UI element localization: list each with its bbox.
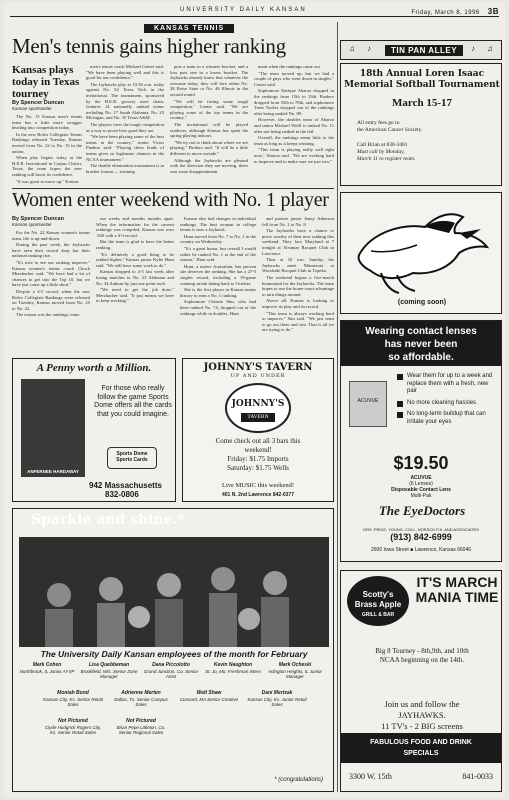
employees-caption: The University Daily Kansan employees of the month for February bbox=[40, 649, 308, 659]
paragraph: Kansas also had changes in individual rankings. The best woman in college tennis is now a Jayhawk. bbox=[180, 216, 256, 233]
music-note-icon: ♫ bbox=[349, 44, 355, 53]
story2-column-2 bbox=[96, 216, 174, 352]
logo-text: Scotty's bbox=[362, 590, 394, 599]
paragraph: The Jayhawks play at 10:30 a.m. today against No. 54 Texas Tech in the invitational. The tournament, sponsored by the H.E.B. grocery store chain, features 14 nationally ranked teams including No. 17 South Alabama, No. 25 Michigan, and No. 35 Texas A&M. bbox=[86, 81, 164, 121]
brass-phone: 841-0033 bbox=[462, 772, 493, 781]
paragraph: men's tennis coach Michael Center said. "We have been playing well and this is good for our confidence." bbox=[86, 64, 164, 81]
follow-line: Join us and follow the bbox=[384, 699, 460, 709]
byline-block bbox=[12, 100, 82, 111]
coming-soon-label: (coming soon) bbox=[397, 299, 447, 306]
employee-info: Grand Junction, Co. Senior Artist bbox=[143, 668, 199, 679]
byline: By Spencer Duncan bbox=[12, 100, 64, 106]
story2-column-3 bbox=[180, 216, 256, 352]
subhead-mens-tennis: Kansas plays today in Texas tourney bbox=[12, 64, 80, 100]
johnnys-promo bbox=[183, 437, 333, 455]
player-card-name: ANFERNEE HARDAWAY bbox=[27, 469, 79, 474]
paragraph: When play begins today at the H.E.B. Invitational in Corpus Christi, Texas, the team hopes the new ranking will boost its confidence. bbox=[12, 155, 82, 177]
employee-name: Mark Cohen bbox=[32, 662, 62, 668]
schedule-line: Big 8 Tourney - 8th,9th, and 10th bbox=[375, 647, 469, 655]
paragraph: ment when the rankings came out. bbox=[258, 64, 322, 69]
paragraph: "We try not to think about where we are playing," Pindero said. "It will be a little different to move outside." bbox=[170, 139, 248, 156]
brass-address: 3300 W. 15th bbox=[349, 772, 392, 781]
employee-name: Dani Mertzak bbox=[261, 690, 293, 696]
paragraph: However, the doubles team of Abaroa and senior Michael Wolff is ranked No. 11 after not being ranked in the fall. bbox=[254, 117, 334, 134]
special-line: Friday: $1.75 Imports bbox=[227, 455, 289, 463]
softball-body bbox=[357, 120, 497, 163]
employee-credit bbox=[247, 691, 307, 708]
logo-text: Sports Cards bbox=[116, 457, 148, 463]
logo-text: TAVERN bbox=[241, 413, 275, 422]
story1-column-4 bbox=[254, 64, 334, 186]
paragraph: Above all, Kansas is looking to improve its play and its record. bbox=[262, 298, 334, 309]
music-note-icon: ♪ bbox=[471, 44, 475, 53]
employee-name: Not Pictured bbox=[126, 718, 156, 724]
paragraph: Although the Jayhawks are pleased with the direction they are moving, there was some disappointment bbox=[170, 157, 248, 174]
newspaper-page bbox=[4, 2, 505, 798]
special-line: Saturday: $1.75 Wells bbox=[227, 463, 289, 472]
sports-dome-phone: 832-0806 bbox=[105, 490, 139, 499]
sports-dome-logo bbox=[107, 447, 157, 469]
follow-line: 11 TV's - 2 BIG screens bbox=[381, 721, 463, 731]
byline-block bbox=[12, 216, 82, 227]
strip-line: FABULOUS FOOD AND DRINK bbox=[370, 739, 472, 746]
paragraph: "It's a great honor, but overall I would rather be ranked No. 1 at the end of the season," Hunt said. bbox=[180, 245, 256, 263]
paragraph: Despite a 4-5 record, when the new Rolex Collegiate Rankings were released on Tuesday, Kansas moved from No. 25 to No. 22. bbox=[12, 288, 90, 311]
lens-price: $19.50 bbox=[393, 453, 449, 473]
story1-column-2 bbox=[86, 64, 164, 186]
paragraph: "We have been playing some of the best teams in the country," senior Victor Pindero said. "Playing these kinds of teams gives us legitimate chances in the NCAA tournament." bbox=[86, 134, 164, 162]
music-note-icon: ♫ bbox=[487, 44, 493, 53]
eyedoctors-contact-lens-ad bbox=[340, 320, 502, 562]
promo-line: Come check out all 3 bars this bbox=[215, 437, 301, 445]
paragraph: "We will be facing some tough competition," Center said. "We are playing some of the top teams in the country." bbox=[170, 98, 248, 121]
johnnys-subtitle: UP AND UNDER bbox=[230, 373, 286, 379]
softball-title-line: Memorial Softball Tournament bbox=[344, 80, 500, 90]
employee-credit bbox=[179, 691, 239, 702]
folio-bar bbox=[10, 5, 499, 17]
paragraph: "It was great to move up," Kansas bbox=[16, 178, 79, 184]
lens-headline bbox=[341, 321, 501, 366]
employee-credit bbox=[141, 663, 201, 680]
employee-credit bbox=[111, 691, 171, 708]
employee-credit bbox=[43, 719, 103, 736]
issue-date: Friday, March 8, 1996 bbox=[411, 10, 480, 16]
softball-tournament-ad bbox=[340, 63, 502, 186]
benefit-item: No long-term buildup that can irritate your eyes bbox=[397, 411, 497, 426]
brass-schedule bbox=[345, 647, 499, 665]
employee-name: Moniah Bond bbox=[57, 690, 89, 696]
employee-info: Arlington Heights, IL Junior Manager bbox=[268, 668, 322, 679]
tin-pan-alley-title: TIN PAN ALLEY bbox=[385, 45, 463, 56]
congratulations-note: * (congratulations) bbox=[274, 777, 323, 783]
eyedoctors-address: 2600 Iowa Street ■ Lawrence, Kansas 66046 bbox=[370, 547, 472, 553]
johnnys-music: Live MUSIC this weekend! bbox=[221, 482, 295, 489]
johnnys-logo bbox=[225, 383, 291, 433]
employee-info: Northbrook, IL Junior AYVP bbox=[19, 668, 75, 674]
paragraph: out weeks and months months apart. When the information for the current rankings was compiled, Kansas was over .500 with a 4-3 record. bbox=[96, 216, 174, 238]
byline-role: Kansan sportswriter bbox=[12, 222, 52, 227]
jayhawk-mascot-illustration bbox=[341, 193, 501, 297]
headline-womens-tennis: Women enter weekend with No. 1 player bbox=[12, 189, 329, 211]
schedule-line: NCAA beginning on the 14th. bbox=[379, 656, 465, 664]
penny-title: A Penny worth a Million. bbox=[36, 362, 152, 374]
story2-column-4 bbox=[262, 216, 334, 352]
strip-line: SPECIALS bbox=[403, 750, 439, 757]
acuvue-box-image: ACUVUE bbox=[349, 381, 387, 427]
employee-credit bbox=[111, 719, 171, 736]
benefit-item: No more cleaning hassles bbox=[397, 400, 497, 408]
logo-text: GRILL & BAR bbox=[361, 612, 395, 618]
paragraph: Hunt moved from No. 7 to No. 1 in the country on Wednesday. bbox=[180, 233, 256, 245]
column-divider bbox=[337, 22, 338, 792]
johnnys-address: 401 N. 2nd Lawrence 842-0377 bbox=[222, 492, 294, 498]
headline-mens-tennis: Men's tennis gains higher ranking bbox=[12, 34, 286, 58]
brass-apple-logo bbox=[347, 576, 409, 626]
paragraph: "The team moved up, but we had a couple of guys who went down in singles," Center said. bbox=[254, 70, 334, 87]
paragraph: The reason was the rankings come bbox=[16, 312, 80, 318]
player-card-photo bbox=[21, 379, 85, 477]
march-mania-headline: IT'S MARCH MANIA TIME bbox=[415, 574, 499, 605]
price-count: (6 Lenses) bbox=[409, 481, 433, 487]
paragraph: puts a team in a winners bracket, and a loss puts one in a losers bracket. The Jayhawks already know that whatever the outcome today, they will face either No. 28 Boise State or No. 46 Illinois in the second round. bbox=[170, 64, 248, 97]
employee-credit bbox=[203, 663, 263, 674]
softball-line: the American Cancer Society. bbox=[357, 127, 423, 133]
logo-text: JOHNNY'S bbox=[231, 399, 285, 409]
paragraph: The players view the tough competition as a way to prove how good they are. bbox=[86, 121, 164, 133]
music-note-icon: ♪ bbox=[367, 44, 371, 53]
byline-role: Kansan sportswriter bbox=[12, 106, 52, 111]
sports-dome-address: 942 Massachusetts bbox=[89, 481, 162, 490]
folio-right bbox=[411, 7, 499, 16]
employee-credit bbox=[17, 663, 77, 674]
employee-info: St. Jo, Mo. Freshman Intern bbox=[205, 668, 261, 674]
employee-info: Concord, MA Senior Creative bbox=[179, 696, 239, 702]
employee-info: Brian Pepe Littleton, Co. Senior Regional Sales bbox=[116, 724, 166, 735]
promo-line: weekend! bbox=[244, 446, 272, 454]
price-pack: Multi-Pak bbox=[410, 493, 432, 499]
employee-name: Dana Piccolotto bbox=[152, 662, 190, 668]
brass-apple-ad bbox=[340, 570, 502, 792]
eyedoctors-phone: (913) 842-6999 bbox=[390, 532, 452, 542]
penny-text: For those who really follow the game Sports Dome offers all the cards that you could imagine. bbox=[94, 385, 172, 418]
paragraph: Kansas dropped to 4-5 last week after losing matches to No. 23 Alabama and No. 34 Auburn by just one point each. bbox=[96, 269, 174, 286]
johnnys-specials bbox=[183, 455, 333, 472]
johnnys-tavern-ad bbox=[182, 358, 334, 502]
employee-info: Kansas City, Ks. Junior Retail Sales bbox=[247, 696, 307, 707]
food-specials-strip bbox=[341, 733, 501, 763]
paragraph: "This team is playing really well right now," Abaroa said. "We are working hard to improve and to make sure we just win." bbox=[254, 147, 334, 164]
paragraph: The weekend begins a five-match homestand for the Jayhawks. The team hopes to use the home-court advantage to turn things around. bbox=[262, 274, 334, 297]
softball-deadline: Must call by Monday, bbox=[357, 149, 405, 155]
lens-headline-line: has never been bbox=[384, 339, 458, 350]
follow-line: JAYHAWKS. bbox=[398, 710, 446, 720]
paragraph: Sophomore Christie Sim, who had been ranked No. 74, dropped out of the rankings while in doubles, Hunt bbox=[180, 299, 256, 316]
paragraph: "It's definitely a good thing to be ranked higher," Kansas junior Kylie Hunt said. "We still have some work to do." bbox=[96, 251, 174, 268]
paragraph: In the new Rolex Collegiate Tennis Rankings released Tuesday, Kansas moved from No. 22 to No. 15 in the nation. bbox=[12, 131, 82, 154]
paragraph: The invitational will be played outdoors, although Kansas has spent the spring playing indoors. bbox=[170, 121, 248, 139]
paragraph: "We need to get the job done," Merzbacher said. "It just means we have to keep working." bbox=[96, 287, 174, 304]
byline: By Spencer Duncan bbox=[12, 216, 64, 222]
employee-info: Kansas City, Ks. Senior Retail Sales bbox=[43, 696, 103, 707]
logo-text: Brass Apple bbox=[354, 600, 402, 609]
staff-photo-silhouettes bbox=[19, 537, 329, 647]
paragraph: The No. 15 Kansas men's tennis team has a little more swagger heading into competition today. bbox=[12, 114, 82, 131]
softball-title-line: 18th Annual Loren Isaac bbox=[359, 69, 485, 79]
eyedoctors-doctors: DRS. PRICE, YOUNG, COLL, NORSCH P.A. AND ASSOCIATES bbox=[363, 527, 479, 532]
story2-column-1 bbox=[12, 230, 90, 352]
softball-contact: Call Brian at 838-3481 bbox=[357, 142, 408, 148]
employee-name: Lisa Quebbeman bbox=[88, 662, 130, 668]
employee-name: Adrienne Merten bbox=[121, 690, 161, 696]
lens-headline-line: so affordable. bbox=[388, 352, 454, 363]
lens-benefits-list bbox=[397, 373, 497, 430]
story1-column-1 bbox=[12, 114, 82, 186]
employee-name: Mark Ocheski bbox=[278, 662, 312, 668]
johnnys-title: JOHNNY'S TAVERN bbox=[203, 362, 313, 373]
benefit-item: Wear them for up to a week and replace them with a fresh, new pair bbox=[397, 373, 497, 396]
paragraph: "It's nice to see our ranking improve," Kansas women's tennis coach Chuck Merzbacher said. "We have had a lot of chances to get into the Top 10, but we have just come up a little short." bbox=[12, 259, 90, 288]
price-product: ACUVUE bbox=[410, 475, 432, 481]
employee-info: Clyde Hudgrick Rogers City, Ks. Senior Retail Sales bbox=[44, 724, 102, 735]
paragraph: Hunt, a native Australian, has proven she deserves the ranking. She has a 27-5 singles record, including a 19-game winning streak dating back to October. bbox=[180, 263, 256, 286]
employee-credit bbox=[43, 691, 103, 708]
employee-info: Dallas, Tx. Senior Campus Sales bbox=[114, 696, 168, 707]
page-number: 3B bbox=[487, 7, 499, 16]
sports-dome-ad bbox=[12, 358, 176, 502]
price-description: Disposable Contact Lens bbox=[391, 487, 451, 493]
softball-deadline: March 11 to register team. bbox=[357, 156, 416, 162]
paragraph: But the team is glad to have the better ranking. bbox=[96, 239, 174, 250]
employee-name: Not Pictured bbox=[58, 718, 88, 724]
employee-credit bbox=[79, 663, 139, 680]
softball-dates: March 15-17 bbox=[392, 97, 452, 109]
employee-name: Walt Shaw bbox=[196, 690, 222, 696]
paragraph: She is the first player in Kansas tennis history to earn a No. 1 ranking. bbox=[180, 287, 256, 298]
publication-name: UNIVERSITY DAILY KANSAN bbox=[180, 7, 307, 13]
eyedoctors-logo: The EyeDoctors bbox=[378, 503, 466, 518]
coming-soon-ad bbox=[340, 192, 502, 314]
paragraph: For the No. 22 Kansas women's tennis team, life is up-and-down. bbox=[12, 230, 90, 241]
employee-credit bbox=[265, 663, 325, 680]
brass-follow bbox=[345, 699, 499, 732]
employee-info: Brookfield, Wis. Senior Zone Manager bbox=[80, 668, 138, 679]
tin-pan-alley-ad bbox=[340, 40, 502, 60]
lens-headline-line: Wearing contact lenses bbox=[365, 326, 477, 337]
sparkle-title: Sparkle and shine.* bbox=[31, 512, 185, 528]
logo-text: Sports Dome bbox=[116, 451, 148, 457]
paragraph: Then at 10 a.m. Sunday, the Jayhawks meet Minnesota at Woodside Racquet Club in Topeka. bbox=[262, 257, 334, 274]
softball-line: All entry fees go to bbox=[357, 120, 400, 126]
section-kicker: KANSAS TENNIS bbox=[144, 24, 234, 33]
paragraph: Overall, the rankings mean little to the team as long as it keeps winning. bbox=[254, 135, 334, 146]
paragraph: During the past week, the Jayhawks have seen their record drop but their national ranking rise. bbox=[12, 242, 90, 259]
staff-group-photo bbox=[19, 537, 329, 647]
paragraph: and partner junior Jenny Atkerson fell from No. 2 to No. 8. bbox=[262, 216, 334, 227]
employee-name: Kevin Naughton bbox=[213, 662, 253, 668]
employees-of-month-ad bbox=[12, 508, 334, 792]
story1-column-3 bbox=[170, 64, 248, 186]
paragraph: Sophomore Enrique Abaroa dropped in the rankings from 15th to 19th. Pindero dropped from 35th to 78th, and sophomore Trent Tucker dropped out of the rankings after being ranked No. 89. bbox=[254, 88, 334, 116]
paragraph: "This team is always working hard to improve," Sim said. "We just want to go out there and win. That is all we are trying to do." bbox=[262, 310, 334, 333]
softball-title bbox=[341, 69, 503, 91]
paragraph: The Jayhawks have a chance to prove worthy of their new ranking this weekend. They face Maryland at 7 tonight at Alvamar Racquet Club in Lawrence. bbox=[262, 228, 334, 256]
paragraph: The double elimination tournament is in bracket format — winning bbox=[86, 163, 164, 174]
